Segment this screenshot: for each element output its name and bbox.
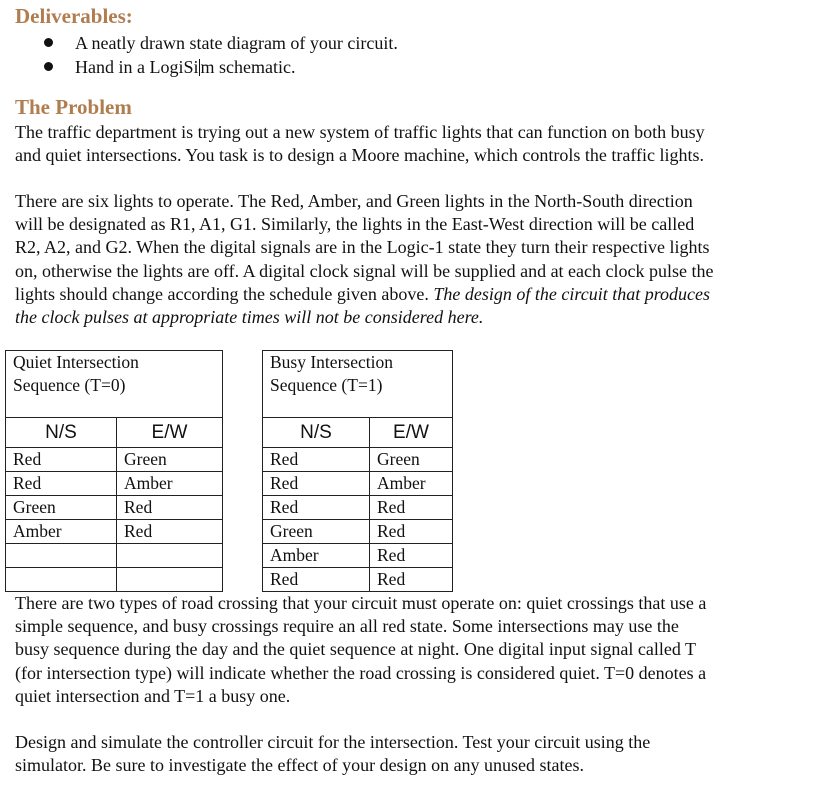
problem-paragraph-2 bbox=[15, 190, 815, 329]
text-line: and quiet intersections. You task is to design a Moore machine, which controls the traffic lights. bbox=[15, 145, 705, 166]
column-header-ns: N/S bbox=[6, 418, 117, 448]
text-line: simple sequence, and busy crossings require an all red state. Some intersections may use the bbox=[15, 616, 679, 637]
table-cell: Green bbox=[6, 496, 117, 520]
text-line: (for intersection type) will indicate whether the road crossing is considered quiet. T=0 denotes a bbox=[15, 662, 707, 683]
text-line: the clock pulses at appropriate times will not be considered here. bbox=[15, 306, 484, 327]
column-header-ew: E/W bbox=[117, 418, 223, 448]
table-row bbox=[6, 544, 223, 568]
table-title: Quiet Intersection Sequence (T=0) bbox=[6, 351, 223, 418]
table-cell: Red bbox=[370, 496, 453, 520]
bullet-icon bbox=[44, 62, 53, 71]
column-header-ns: N/S bbox=[263, 418, 370, 448]
text-line: will be designated as R1, A1, G1. Similarly, the lights in the East-West direction will be called bbox=[15, 214, 695, 235]
table-cell: Green bbox=[117, 448, 223, 472]
table-cell: Red bbox=[6, 448, 117, 472]
text-line: busy sequence during the day and the quiet sequence at night. One digital input signal called T bbox=[15, 639, 696, 660]
italic-text: The design of the circuit that produces bbox=[433, 283, 711, 304]
table-cell: Red bbox=[370, 520, 453, 544]
table-row bbox=[6, 520, 223, 544]
deliverable-text: A neatly drawn state diagram of your circuit. bbox=[75, 33, 398, 53]
table-cell: Amber bbox=[117, 472, 223, 496]
bullet-icon bbox=[44, 38, 53, 47]
text-line: The traffic department is trying out a new system of traffic lights that can function on both busy bbox=[15, 122, 705, 142]
table-row bbox=[6, 568, 223, 592]
table-row bbox=[263, 448, 453, 472]
text-line: simulator. Be sure to investigate the effect of your design on any unused states. bbox=[15, 755, 585, 776]
table-cell bbox=[117, 544, 223, 568]
table-cell: Red bbox=[263, 496, 370, 520]
quiet-sequence-table bbox=[5, 350, 223, 592]
table-row bbox=[263, 472, 453, 496]
text-line: lights should change according the schedule given above. The design of the circuit that produces bbox=[15, 283, 711, 304]
table-row bbox=[6, 472, 223, 496]
table-row bbox=[263, 544, 453, 568]
column-header-ew: E/W bbox=[370, 418, 453, 448]
table-cell: Red bbox=[370, 544, 453, 568]
table-row bbox=[263, 496, 453, 520]
busy-sequence-table bbox=[262, 350, 453, 592]
table-cell: Red bbox=[263, 448, 370, 472]
table-cell: Red bbox=[6, 472, 117, 496]
problem-paragraph-1 bbox=[15, 121, 815, 167]
design-instructions-paragraph bbox=[15, 731, 815, 777]
crossing-types-paragraph bbox=[15, 592, 815, 708]
table-cell bbox=[6, 568, 117, 592]
table-cell: Amber bbox=[370, 472, 453, 496]
text-line: There are two types of road crossing that your circuit must operate on: quiet crossings that use a bbox=[15, 593, 707, 613]
table-cell bbox=[6, 544, 117, 568]
table-title: Busy Intersection Sequence (T=1) bbox=[263, 351, 453, 418]
table-row bbox=[263, 568, 453, 592]
table-row bbox=[6, 496, 223, 520]
deliverables-heading: Deliverables: bbox=[15, 4, 133, 28]
text-line: There are six lights to operate. The Red, Amber, and Green lights in the North-South direction bbox=[15, 191, 693, 211]
table-cell: Green bbox=[370, 448, 453, 472]
table-cell: Amber bbox=[6, 520, 117, 544]
deliverable-text: Hand in a LogiSi m schematic. bbox=[75, 57, 296, 77]
text-line: Design and simulate the controller circuit for the intersection. Test your circuit using the bbox=[15, 732, 651, 752]
table-cell: Amber bbox=[263, 544, 370, 568]
text-line: quiet intersection and T=1 a busy one. bbox=[15, 685, 291, 706]
table-cell: Red bbox=[117, 520, 223, 544]
table-cell bbox=[117, 568, 223, 592]
table-row bbox=[6, 448, 223, 472]
table-row bbox=[263, 520, 453, 544]
table-cell: Red bbox=[263, 568, 370, 592]
problem-heading: The Problem bbox=[15, 95, 132, 119]
table-cell: Green bbox=[263, 520, 370, 544]
text-line: R2, A2, and G2. When the digital signals are in the Logic-1 state they turn their respective lights bbox=[15, 237, 710, 258]
table-cell: Red bbox=[263, 472, 370, 496]
table-cell: Red bbox=[117, 496, 223, 520]
text-line: on, otherwise the lights are off. A digital clock signal will be supplied and at each clock pulse the bbox=[15, 260, 714, 281]
table-cell: Red bbox=[370, 568, 453, 592]
